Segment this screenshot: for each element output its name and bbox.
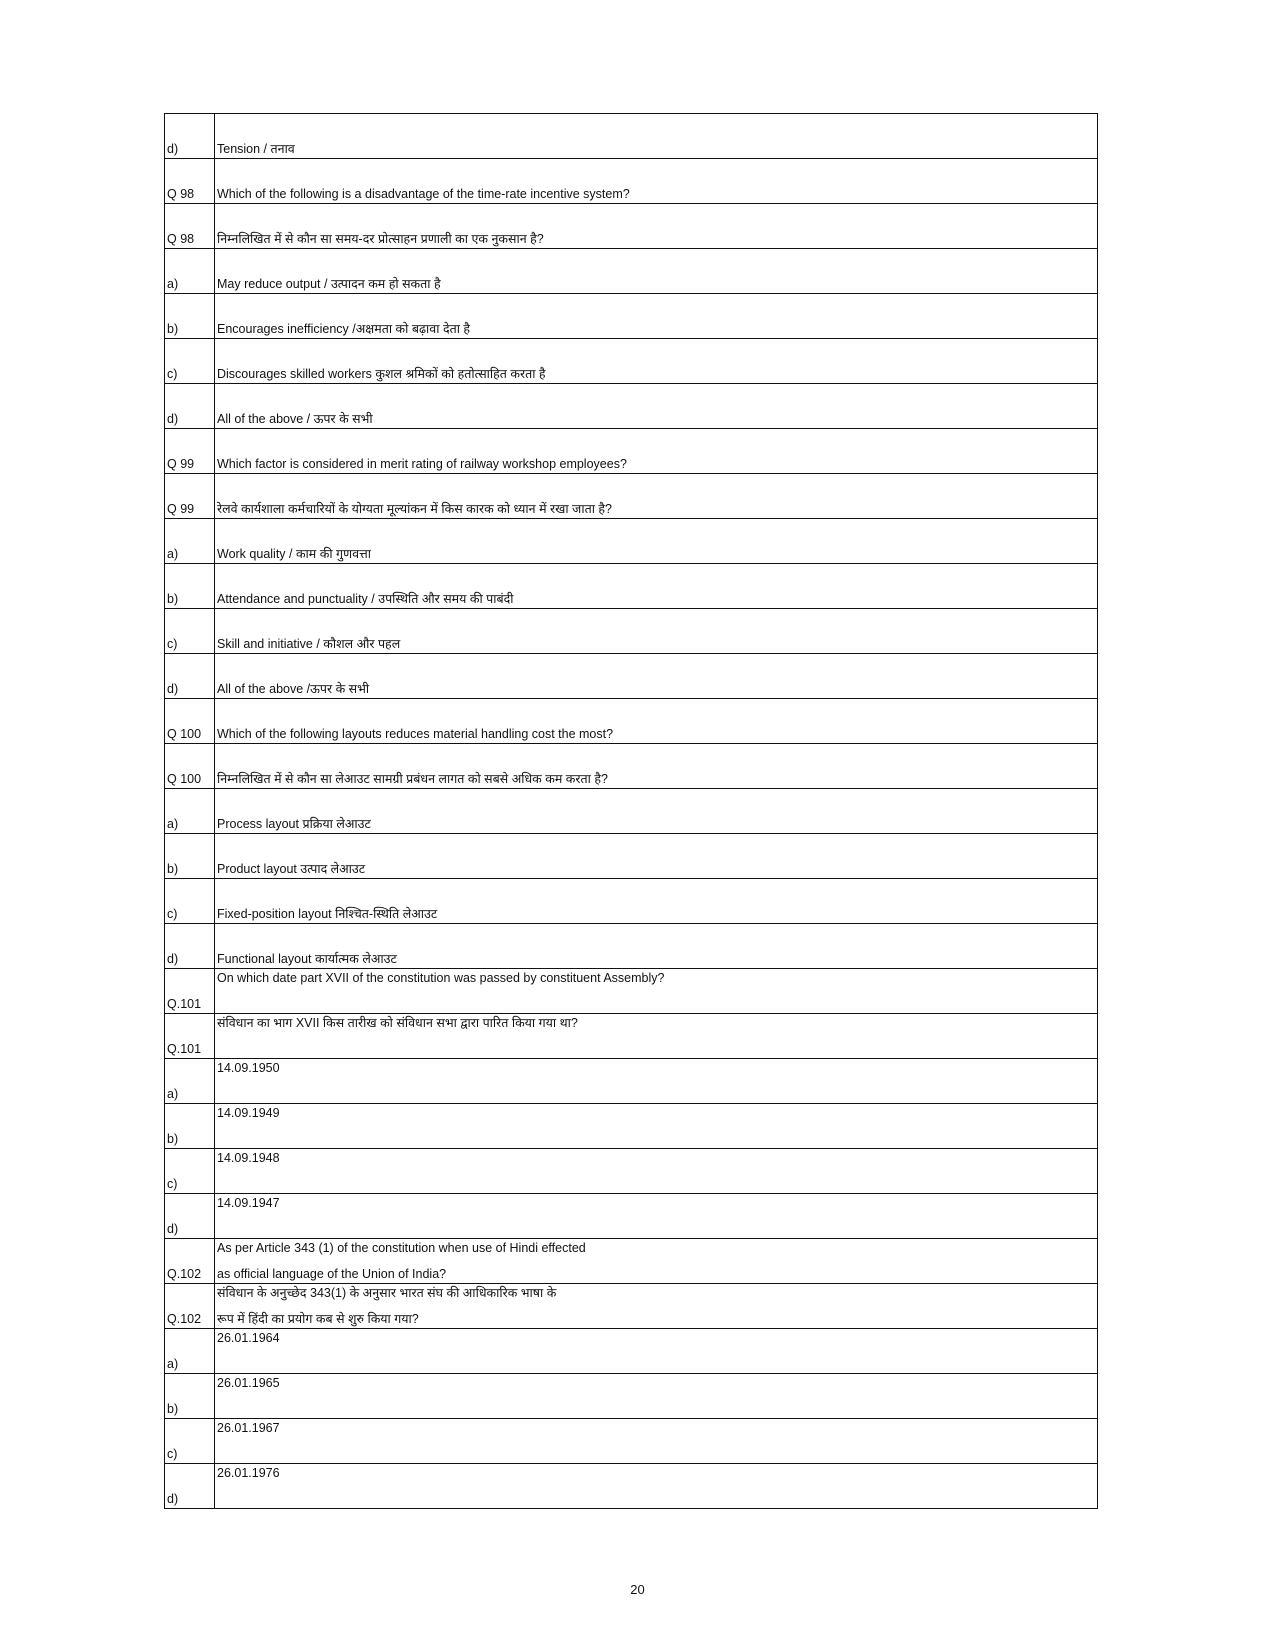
row-label: d)	[165, 654, 215, 699]
row-label: c)	[165, 339, 215, 384]
row-text-line1: संविधान के अनुच्छेद 343(1) के अनुसार भारत संघ की आधिकारिक भाषा के	[217, 1286, 557, 1300]
row-text: Work quality / काम की गुणवत्ता	[215, 519, 1098, 564]
row-text: निम्नलिखित में से कौन सा समय-दर प्रोत्साहन प्रणाली का एक नुकसान है?	[215, 204, 1098, 249]
table-row	[165, 1149, 1098, 1194]
table-row	[165, 159, 1098, 204]
table-row	[165, 204, 1098, 249]
row-label: a)	[165, 249, 215, 294]
row-text-line1: 14.09.1947	[217, 1196, 280, 1210]
row-label: b)	[165, 1374, 215, 1419]
row-text-line1: 14.09.1948	[217, 1151, 280, 1165]
table-row	[165, 114, 1098, 159]
table-row	[165, 249, 1098, 294]
row-label: c)	[165, 1419, 215, 1464]
row-text: Product layout उत्पाद लेआउट	[215, 834, 1098, 879]
row-text: Process layout प्रक्रिया लेआउट	[215, 789, 1098, 834]
row-text: All of the above /ऊपर के सभी	[215, 654, 1098, 699]
row-text-line1: 26.01.1976	[217, 1466, 280, 1480]
table-row	[165, 609, 1098, 654]
row-text-line1: 26.01.1965	[217, 1376, 280, 1390]
table-row	[165, 924, 1098, 969]
row-text-line2: रूप में हिंदी का प्रयोग कब से शुरु किया गया?	[217, 1312, 419, 1326]
row-label: c)	[165, 609, 215, 654]
table-row	[165, 1464, 1098, 1509]
table-row	[165, 1014, 1098, 1059]
table-row	[165, 879, 1098, 924]
row-label: d)	[165, 1464, 215, 1509]
table-row	[165, 294, 1098, 339]
table-row	[165, 789, 1098, 834]
row-text: All of the above / ऊपर के सभी	[215, 384, 1098, 429]
row-label: a)	[165, 1059, 215, 1104]
table-row	[165, 474, 1098, 519]
table-row	[165, 1059, 1098, 1104]
row-text: Tension / तनाव	[215, 114, 1098, 159]
row-label: Q 98	[165, 204, 215, 249]
row-text: Encourages inefficiency /अक्षमता को बढ़ावा देता है	[215, 294, 1098, 339]
table-row	[165, 519, 1098, 564]
row-text-line1: 14.09.1949	[217, 1106, 280, 1120]
table-row	[165, 1104, 1098, 1149]
row-text: Discourages skilled workers कुशल श्रमिकों को हतोत्साहित करता है	[215, 339, 1098, 384]
table-row	[165, 1374, 1098, 1419]
row-text: Functional layout कार्यात्मक लेआउट	[215, 924, 1098, 969]
row-label: Q 98	[165, 159, 215, 204]
row-label: b)	[165, 294, 215, 339]
row-label: Q 100	[165, 699, 215, 744]
row-text: रेलवे कार्यशाला कर्मचारियों के योग्यता मूल्यांकन में किस कारक को ध्यान में रखा जाता है?	[215, 474, 1098, 519]
row-text: Attendance and punctuality / उपस्थिति और समय की पाबंदी	[215, 564, 1098, 609]
row-text-line1: 26.01.1967	[217, 1421, 280, 1435]
row-text: Which of the following is a disadvantage of the time-rate incentive system?	[215, 159, 1098, 204]
row-text-line1: 14.09.1950	[217, 1061, 280, 1075]
page-number: 20	[630, 1582, 645, 1597]
table-row	[165, 1419, 1098, 1464]
table-row	[165, 339, 1098, 384]
row-label: Q 100	[165, 744, 215, 789]
row-text: May reduce output / उत्पादन कम हो सकता है	[215, 249, 1098, 294]
table-row	[165, 834, 1098, 879]
row-text: Which of the following layouts reduces material handling cost the most?	[215, 699, 1098, 744]
row-label: Q.101	[165, 969, 215, 1014]
row-text: निम्नलिखित में से कौन सा लेआउट सामग्री प्रबंधन लागत को सबसे अधिक कम करता है?	[215, 744, 1098, 789]
row-label: d)	[165, 114, 215, 159]
row-text: Skill and initiative / कौशल और पहल	[215, 609, 1098, 654]
table-row	[165, 654, 1098, 699]
table-row	[165, 744, 1098, 789]
row-label: c)	[165, 1149, 215, 1194]
row-label: Q 99	[165, 429, 215, 474]
row-label: c)	[165, 879, 215, 924]
row-label: b)	[165, 564, 215, 609]
row-label: d)	[165, 1194, 215, 1239]
row-text-line1: संविधान का भाग XVII किस तारीख को संविधान सभा द्वारा पारित किया गया था?	[217, 1016, 578, 1030]
row-text-line2: as official language of the Union of India?	[217, 1267, 447, 1281]
table-row	[165, 1239, 1098, 1284]
row-text: Fixed-position layout निश्चित-स्थिति लेआउट	[215, 879, 1098, 924]
row-label: b)	[165, 834, 215, 879]
table-row	[165, 564, 1098, 609]
table-row	[165, 1284, 1098, 1329]
row-label: a)	[165, 519, 215, 564]
row-label: Q.102	[165, 1284, 215, 1329]
table-row	[165, 699, 1098, 744]
row-label: Q.101	[165, 1014, 215, 1059]
question-table	[164, 113, 1098, 1509]
table-row	[165, 1329, 1098, 1374]
row-label: a)	[165, 1329, 215, 1374]
row-label: b)	[165, 1104, 215, 1149]
row-label: a)	[165, 789, 215, 834]
row-text-line1: On which date part XVII of the constitution was passed by constituent Assembly?	[217, 971, 665, 985]
row-text: Which factor is considered in merit rating of railway workshop employees?	[215, 429, 1098, 474]
table-row	[165, 384, 1098, 429]
row-label: Q.102	[165, 1239, 215, 1284]
row-label: Q 99	[165, 474, 215, 519]
row-label: d)	[165, 384, 215, 429]
row-text-line1: 26.01.1964	[217, 1331, 280, 1345]
table-row	[165, 429, 1098, 474]
table-row	[165, 1194, 1098, 1239]
row-label: d)	[165, 924, 215, 969]
table-row	[165, 969, 1098, 1014]
row-text-line1: As per Article 343 (1) of the constitution when use of Hindi effected	[217, 1241, 586, 1255]
